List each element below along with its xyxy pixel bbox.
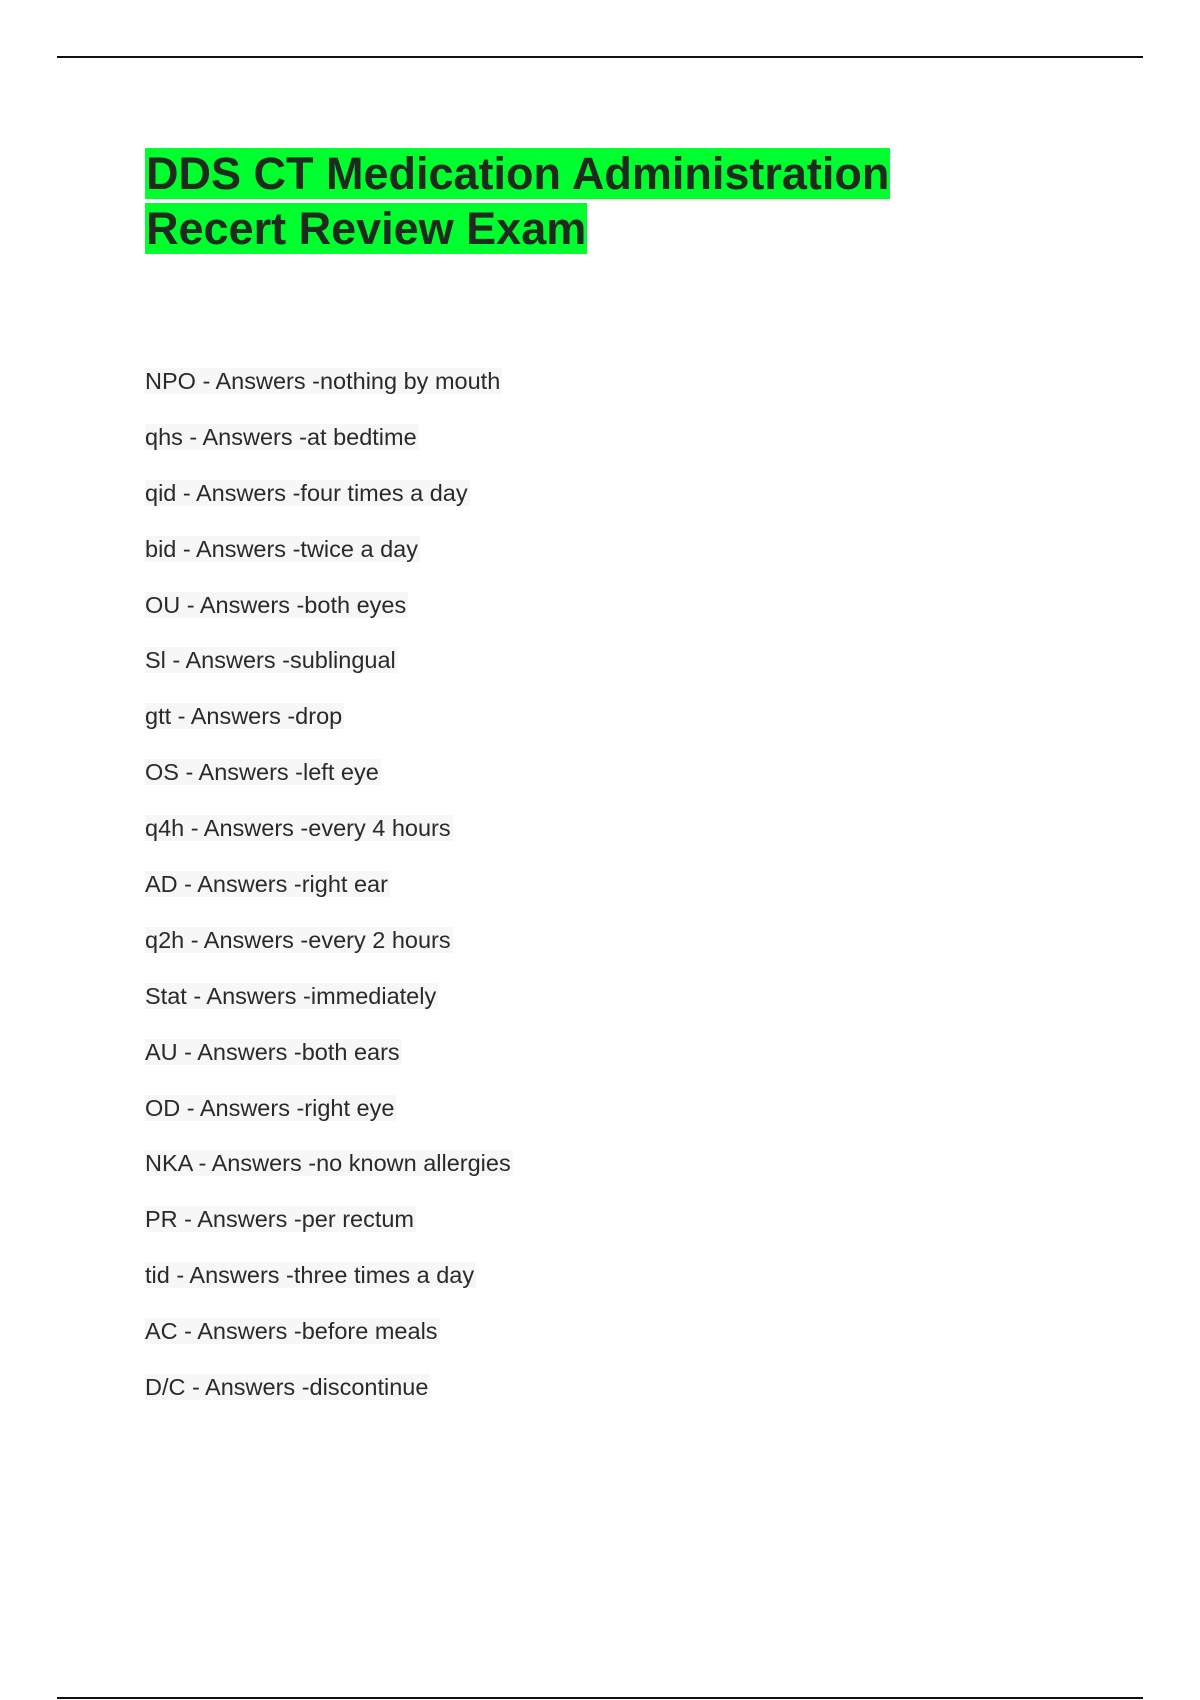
list-item [145, 757, 513, 813]
list-item-text: AU - Answers -both ears [145, 1038, 400, 1065]
list-item-text: qhs - Answers -at bedtime [145, 423, 417, 450]
list-item [145, 925, 513, 981]
list-item-text: OU - Answers -both eyes [145, 591, 407, 618]
list-item-text: NPO - Answers -nothing by mouth [145, 368, 501, 394]
list-item [145, 366, 513, 422]
list-item [145, 1037, 513, 1093]
list-item [145, 1260, 513, 1316]
title-line-2: Recert Review Exam [146, 203, 587, 254]
bottom-divider [57, 1697, 1143, 1699]
top-divider [57, 56, 1143, 58]
list-item-text: gtt - Answers -drop [145, 703, 343, 730]
page-title [145, 146, 965, 256]
list-item-text: D/C - Answers -discontinue [145, 1374, 429, 1401]
list-item [145, 981, 513, 1037]
list-item [145, 1372, 513, 1428]
list-item-text: bid - Answers -twice a day [145, 535, 418, 562]
title-block [145, 146, 965, 256]
list-item-text: q4h - Answers -every 4 hours [145, 815, 451, 842]
list-item [145, 701, 513, 757]
list-item [145, 1148, 513, 1204]
list-item [145, 534, 513, 590]
list-item-text: PR - Answers -per rectum [145, 1206, 415, 1233]
list-item [145, 1316, 513, 1372]
list-item-text: Stat - Answers -immediately [145, 982, 437, 1009]
list-item-text: OD - Answers -right eye [145, 1094, 395, 1121]
list-item [145, 869, 513, 925]
list-item-text: tid - Answers -three times a day [145, 1262, 475, 1289]
list-item [145, 422, 513, 478]
list-item-text: NKA - Answers -no known allergies [145, 1150, 511, 1177]
list-item-text: q2h - Answers -every 2 hours [145, 926, 451, 953]
title-line-1: DDS CT Medication Administration [146, 148, 890, 199]
list-item-text: AC - Answers -before meals [145, 1318, 438, 1345]
list-item [145, 478, 513, 534]
list-item-text: qid - Answers -four times a day [145, 479, 468, 506]
list-item [145, 645, 513, 701]
list-item [145, 1093, 513, 1149]
flashcard-list [145, 366, 513, 1428]
list-item-text: Sl - Answers -sublingual [145, 647, 396, 674]
list-item [145, 590, 513, 646]
list-item-text: AD - Answers -right ear [145, 871, 388, 898]
list-item [145, 1204, 513, 1260]
list-item-text: OS - Answers -left eye [145, 759, 379, 786]
list-item [145, 813, 513, 869]
